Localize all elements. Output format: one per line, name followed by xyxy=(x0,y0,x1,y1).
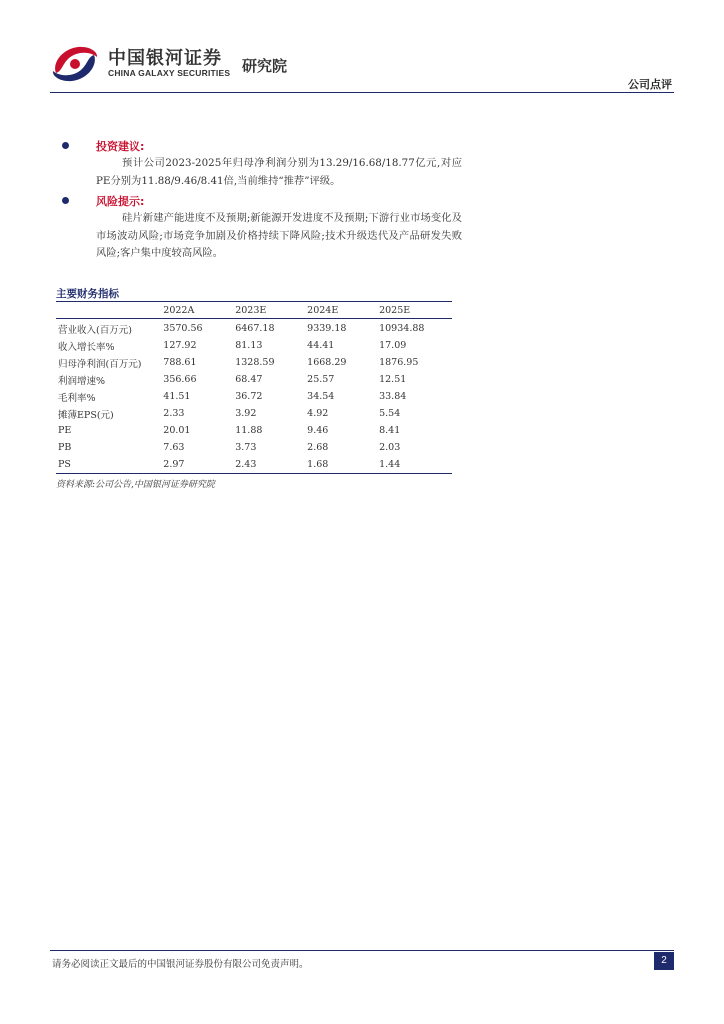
table-cell: 20.01 xyxy=(163,425,191,436)
table-cell: 33.84 xyxy=(379,391,407,402)
table-cell: 4.92 xyxy=(307,408,329,419)
table-cell: 1668.29 xyxy=(307,357,347,368)
table-cell: 3.92 xyxy=(235,408,257,419)
row-label: 归母净利润(百万元) xyxy=(58,358,142,370)
table-cell: 3570.56 xyxy=(163,323,203,334)
row-label: 收入增长率% xyxy=(58,341,115,353)
row-label: 毛利率% xyxy=(58,392,96,404)
table-cell: 17.09 xyxy=(379,340,407,351)
table-cell: 6467.18 xyxy=(235,323,275,334)
column-header: 2022A xyxy=(163,304,195,316)
table-cell: 2.33 xyxy=(163,408,185,419)
table-cell: 41.51 xyxy=(163,391,191,402)
table-header-row xyxy=(56,302,452,318)
table-cell: 3.73 xyxy=(235,442,257,453)
table-cell: 1328.59 xyxy=(235,357,275,368)
table-cell: 356.66 xyxy=(163,374,197,385)
table-cell: 68.47 xyxy=(235,374,263,385)
table-cell: 81.13 xyxy=(235,340,263,351)
column-header: 2024E xyxy=(307,304,339,316)
row-label: PS xyxy=(58,459,71,470)
table-row xyxy=(56,422,452,439)
row-label: PB xyxy=(58,442,72,453)
bullet-icon xyxy=(62,197,69,204)
table-cell: 127.92 xyxy=(163,340,197,351)
bullet-icon xyxy=(62,142,69,149)
table-cell: 10934.88 xyxy=(379,323,425,334)
table-cell: 8.41 xyxy=(379,425,401,436)
table-cell: 25.57 xyxy=(307,374,335,385)
table-cell: 1.44 xyxy=(379,459,401,470)
row-label: PE xyxy=(58,425,72,436)
table-title: 主要财务指标 xyxy=(56,288,119,300)
report-type: 公司点评 xyxy=(628,78,672,91)
table-row xyxy=(56,388,452,405)
table-row xyxy=(56,318,452,337)
table-row xyxy=(56,439,452,456)
header-divider xyxy=(50,92,674,93)
table-cell: 788.61 xyxy=(163,357,197,368)
brand-name-cn: 中国银河证券 xyxy=(108,48,222,69)
row-label: 利润增速% xyxy=(58,375,106,387)
table-row xyxy=(56,337,452,354)
column-header: 2023E xyxy=(235,304,267,316)
table-bottom-rule xyxy=(56,473,452,474)
table-cell: 2.03 xyxy=(379,442,401,453)
brand-name-en: CHINA GALAXY SECURITIES xyxy=(108,68,231,78)
column-header xyxy=(56,302,163,318)
page-header xyxy=(0,0,724,96)
table-cell: 9.46 xyxy=(307,425,329,436)
table-cell: 34.54 xyxy=(307,391,335,402)
table-cell: 7.63 xyxy=(163,442,185,453)
table-cell: 11.88 xyxy=(235,425,263,436)
table-cell: 36.72 xyxy=(235,391,263,402)
table-cell: 1876.95 xyxy=(379,357,419,368)
table-cell: 1.68 xyxy=(307,459,329,470)
risk-text: 硅片新建产能进度不及预期;新能源开发进度不及预期;下游行业市场变化及市场波动风险;市场竞争加剧及价格持续下降风险;技术升级迭代及产品研发失败风险;客户集中度较高风险。 xyxy=(96,212,462,259)
table-row xyxy=(56,405,452,422)
table-row xyxy=(56,354,452,371)
footer-divider xyxy=(50,950,674,951)
table-row xyxy=(56,371,452,388)
table-cell: 2.43 xyxy=(235,459,257,470)
table-cell: 2.68 xyxy=(307,442,329,453)
table-cell: 44.41 xyxy=(307,340,335,351)
page-number: 2 xyxy=(654,952,674,970)
table-row xyxy=(56,456,452,473)
table-source-note: 资料来源:公司公告,中国银河证券研究院 xyxy=(56,480,215,490)
row-label: 摊薄EPS(元) xyxy=(58,409,114,421)
row-label: 营业收入(百万元) xyxy=(58,324,132,336)
investment-advice-text: 预计公司2023-2025年归母净利润分别为13.29/16.68/18.77亿元,对应PE分别为11.88/9.46/8.41倍,当前维持“推荐”评级。 xyxy=(96,157,462,187)
table-cell: 2.97 xyxy=(163,459,185,470)
section-title: 风险提示: xyxy=(96,195,145,208)
footer-disclaimer: 请务必阅读正文最后的中国银河证券股份有限公司免责声明。 xyxy=(52,959,309,970)
table-cell: 5.54 xyxy=(379,408,401,419)
section-title: 投资建议: xyxy=(96,140,145,153)
table-cell: 12.51 xyxy=(379,374,407,385)
column-header: 2025E xyxy=(379,304,411,316)
financial-indicators-table xyxy=(56,302,452,473)
institute-label: 研究院 xyxy=(242,57,288,75)
galaxy-logo-icon xyxy=(50,43,100,85)
table-cell: 9339.18 xyxy=(307,323,347,334)
